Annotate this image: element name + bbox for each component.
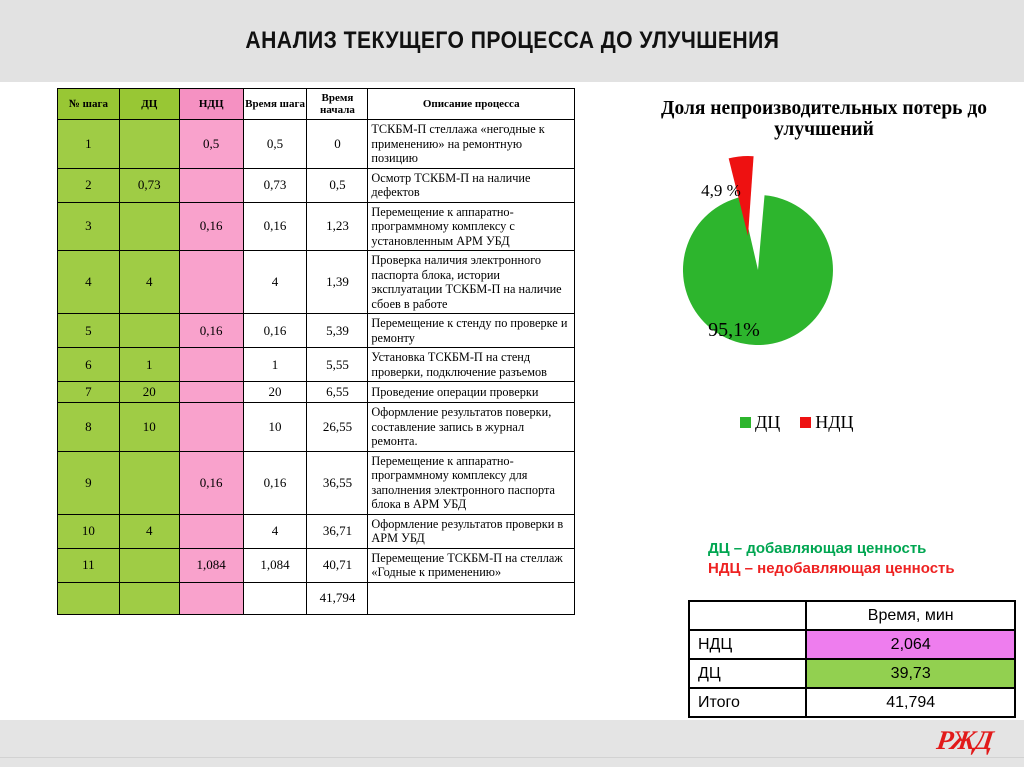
- process-row: [58, 251, 575, 314]
- cell-step: 11: [58, 548, 120, 582]
- cell-step-time: 0,16: [243, 314, 307, 348]
- cell-step-time: 4: [243, 514, 307, 548]
- cell-start-time: 0,5: [307, 168, 368, 202]
- rzd-logo: РЖД: [934, 725, 995, 755]
- process-row: [58, 168, 575, 202]
- cell-dc: [119, 202, 179, 251]
- summary-value: 39,73: [806, 659, 1015, 688]
- cell-step-time: 0,16: [243, 451, 307, 514]
- cell-step-time: 10: [243, 403, 307, 452]
- header-band: [0, 0, 1024, 82]
- process-col-header: Время шага: [243, 89, 307, 120]
- summary-header-empty: [689, 601, 806, 630]
- cell-dc: [119, 548, 179, 582]
- cell-step: 3: [58, 202, 120, 251]
- legend-item-ndc: [800, 412, 853, 433]
- cell-step-time: 4: [243, 251, 307, 314]
- cell-ndc: 1,084: [179, 548, 243, 582]
- process-table-header: [58, 89, 575, 120]
- cell-ndc: [179, 251, 243, 314]
- footer-band: [0, 720, 1024, 767]
- process-row: [58, 514, 575, 548]
- page-title: АНАЛИЗ ТЕКУЩЕГО ПРОЦЕССА ДО УЛУЧШЕНИЯ: [245, 27, 779, 54]
- pie-chart: [658, 150, 868, 380]
- cell-start-time: 1,23: [307, 202, 368, 251]
- summary-table: [688, 600, 1016, 718]
- cell-step-time: 0,5: [243, 120, 307, 169]
- cell-ndc: 0,5: [179, 120, 243, 169]
- cell-description: Установка ТСКБМ-П на стенд проверки, подключение разъемов: [368, 348, 575, 382]
- cell-step-time: 0,73: [243, 168, 307, 202]
- definition-ndc: НДЦ – недобавляющая ценность: [708, 560, 955, 577]
- cell-start-time: 36,55: [307, 451, 368, 514]
- process-col-header: НДЦ: [179, 89, 243, 120]
- cell-ndc: 0,16: [179, 314, 243, 348]
- cell-description: Перемещение ТСКБМ-П на стеллаж «Годные к применению»: [368, 548, 575, 582]
- cell-start-time: 36,71: [307, 514, 368, 548]
- process-row: [58, 348, 575, 382]
- summary-value: 2,064: [806, 630, 1015, 659]
- process-col-header: ДЦ: [119, 89, 179, 120]
- cell-description: Перемещение к стенду по проверке и ремонту: [368, 314, 575, 348]
- process-row: [58, 202, 575, 251]
- cell-dc: 4: [119, 251, 179, 314]
- cell-start-time: 41,794: [307, 582, 368, 614]
- cell-ndc: [179, 582, 243, 614]
- process-col-header: № шага: [58, 89, 120, 120]
- cell-dc: [119, 314, 179, 348]
- summary-table-header: [689, 601, 1015, 630]
- cell-dc: [119, 582, 179, 614]
- cell-step-time: 1: [243, 348, 307, 382]
- cell-start-time: 0: [307, 120, 368, 169]
- legend-label-ndc: НДЦ: [815, 412, 854, 432]
- cell-step: [58, 582, 120, 614]
- cell-description: Перемещение к аппаратно-программному комплексу для заполнения электронного паспорта блока в АРМ УБД: [368, 451, 575, 514]
- cell-start-time: 26,55: [307, 403, 368, 452]
- cell-start-time: 5,39: [307, 314, 368, 348]
- cell-description: Оформление результатов проверки в АРМ УБД: [368, 514, 575, 548]
- cell-step: 1: [58, 120, 120, 169]
- summary-header-time: Время, мин: [806, 601, 1015, 630]
- cell-step-time: 0,16: [243, 202, 307, 251]
- process-row: [58, 548, 575, 582]
- cell-ndc: 0,16: [179, 451, 243, 514]
- process-row: [58, 451, 575, 514]
- definition-dc: ДЦ – добавляющая ценность: [708, 540, 927, 557]
- process-table: [57, 88, 575, 615]
- legend-label-dc: ДЦ: [755, 412, 781, 432]
- legend-swatch-green-icon: [740, 417, 751, 428]
- cell-ndc: [179, 514, 243, 548]
- process-row: [58, 382, 575, 403]
- cell-start-time: 6,55: [307, 382, 368, 403]
- cell-description: Оформление результатов поверки, составление запись в журнал ремонта.: [368, 403, 575, 452]
- cell-ndc: 0,16: [179, 202, 243, 251]
- cell-step: 8: [58, 403, 120, 452]
- cell-dc: 20: [119, 382, 179, 403]
- summary-value: 41,794: [806, 688, 1015, 717]
- cell-step: 9: [58, 451, 120, 514]
- cell-description: Осмотр ТСКБМ-П на наличие дефектов: [368, 168, 575, 202]
- cell-ndc: [179, 348, 243, 382]
- cell-dc: 0,73: [119, 168, 179, 202]
- cell-dc: 4: [119, 514, 179, 548]
- process-row: [58, 314, 575, 348]
- cell-dc: [119, 451, 179, 514]
- summary-label: Итого: [689, 688, 806, 717]
- pie-label-ndc: 4,9 %: [701, 181, 741, 200]
- cell-step: 7: [58, 382, 120, 403]
- cell-step: 5: [58, 314, 120, 348]
- summary-label: ДЦ: [689, 659, 806, 688]
- process-total-row: [58, 582, 575, 614]
- summary-label: НДЦ: [689, 630, 806, 659]
- summary-row: [689, 659, 1015, 688]
- cell-step: 6: [58, 348, 120, 382]
- chart-title: Доля непроизводительных потерь до улучшений: [661, 98, 987, 141]
- cell-start-time: 1,39: [307, 251, 368, 314]
- chart-legend: [740, 412, 854, 433]
- cell-start-time: 40,71: [307, 548, 368, 582]
- cell-ndc: [179, 168, 243, 202]
- cell-dc: 1: [119, 348, 179, 382]
- cell-description: Проверка наличия электронного паспорта блока, истории эксплуатации ТСКБМ-П на наличие сбоев в работе: [368, 251, 575, 314]
- pie-label-dc: 95,1%: [708, 319, 760, 341]
- cell-description: [368, 582, 575, 614]
- cell-step: 10: [58, 514, 120, 548]
- cell-dc: [119, 120, 179, 169]
- cell-step-time: 1,084: [243, 548, 307, 582]
- cell-dc: 10: [119, 403, 179, 452]
- cell-step: 4: [58, 251, 120, 314]
- cell-description: Перемещение к аппаратно-программному комплексу с установленным АРМ УБД: [368, 202, 575, 251]
- cell-description: Проведение операции проверки: [368, 382, 575, 403]
- process-col-header: Описание процесса: [368, 89, 575, 120]
- cell-description: ТСКБМ-П стеллажа «негодные к применению» на ремонтную позицию: [368, 120, 575, 169]
- cell-step-time: [243, 582, 307, 614]
- process-row: [58, 120, 575, 169]
- summary-row: [689, 688, 1015, 717]
- legend-swatch-red-icon: [800, 417, 811, 428]
- summary-row: [689, 630, 1015, 659]
- cell-ndc: [179, 403, 243, 452]
- process-col-header: Время начала: [307, 89, 368, 120]
- cell-ndc: [179, 382, 243, 403]
- legend-item-dc: [740, 412, 780, 433]
- process-row: [58, 403, 575, 452]
- cell-start-time: 5,55: [307, 348, 368, 382]
- cell-step: 2: [58, 168, 120, 202]
- cell-step-time: 20: [243, 382, 307, 403]
- definitions-block: [708, 539, 955, 579]
